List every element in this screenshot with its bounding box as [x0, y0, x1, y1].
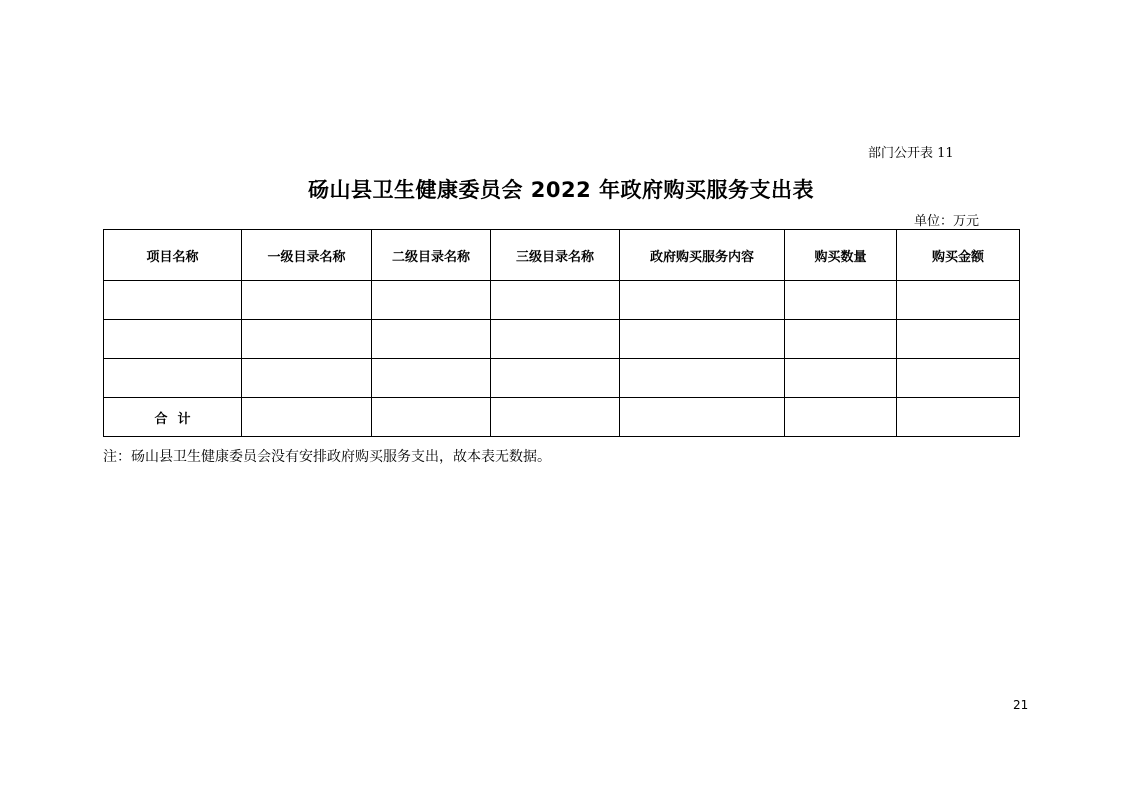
header-level3-category: 三级目录名称 [491, 230, 620, 281]
table-cell [491, 359, 620, 398]
table-cell [785, 320, 897, 359]
header-level2-category: 二级目录名称 [372, 230, 491, 281]
table-cell [242, 281, 372, 320]
header-purchase-amount: 购买金额 [897, 230, 1020, 281]
table-cell [104, 320, 242, 359]
table-cell [104, 281, 242, 320]
table-row [104, 281, 1020, 320]
table-cell [104, 359, 242, 398]
table-cell [785, 398, 897, 437]
table-cell [491, 320, 620, 359]
table-cell [372, 281, 491, 320]
header-service-content: 政府购买服务内容 [620, 230, 785, 281]
table-cell [372, 398, 491, 437]
document-title: 砀山县卫生健康委员会 2022 年政府购买服务支出表 [307, 178, 815, 202]
table-cell [242, 320, 372, 359]
table-cell [372, 359, 491, 398]
header-level1-category: 一级目录名称 [242, 230, 372, 281]
table-number-label: 部门公开表 11 [868, 146, 954, 161]
page-number: 21 [1013, 698, 1029, 712]
table-cell [491, 398, 620, 437]
table-cell [242, 359, 372, 398]
table-cell [491, 281, 620, 320]
table-cell [620, 359, 785, 398]
table-cell [897, 320, 1020, 359]
table-cell [897, 359, 1020, 398]
total-row [104, 398, 1020, 437]
table-cell [242, 398, 372, 437]
table-cell [620, 320, 785, 359]
table-cell [620, 281, 785, 320]
table-cell [785, 359, 897, 398]
header-project-name: 项目名称 [104, 230, 242, 281]
table-row [104, 359, 1020, 398]
table-header-row [104, 230, 1020, 281]
footnote: 注：砀山县卫生健康委员会没有安排政府购买服务支出，故本表无数据。 [103, 449, 551, 465]
table-row [104, 320, 1020, 359]
table-cell [897, 398, 1020, 437]
table-cell [620, 398, 785, 437]
table-cell [372, 320, 491, 359]
total-label: 合计 [104, 398, 242, 437]
purchase-services-table [103, 229, 1020, 437]
header-purchase-quantity: 购买数量 [785, 230, 897, 281]
unit-label: 单位：万元 [914, 214, 980, 229]
table-cell [897, 281, 1020, 320]
table-cell [785, 281, 897, 320]
